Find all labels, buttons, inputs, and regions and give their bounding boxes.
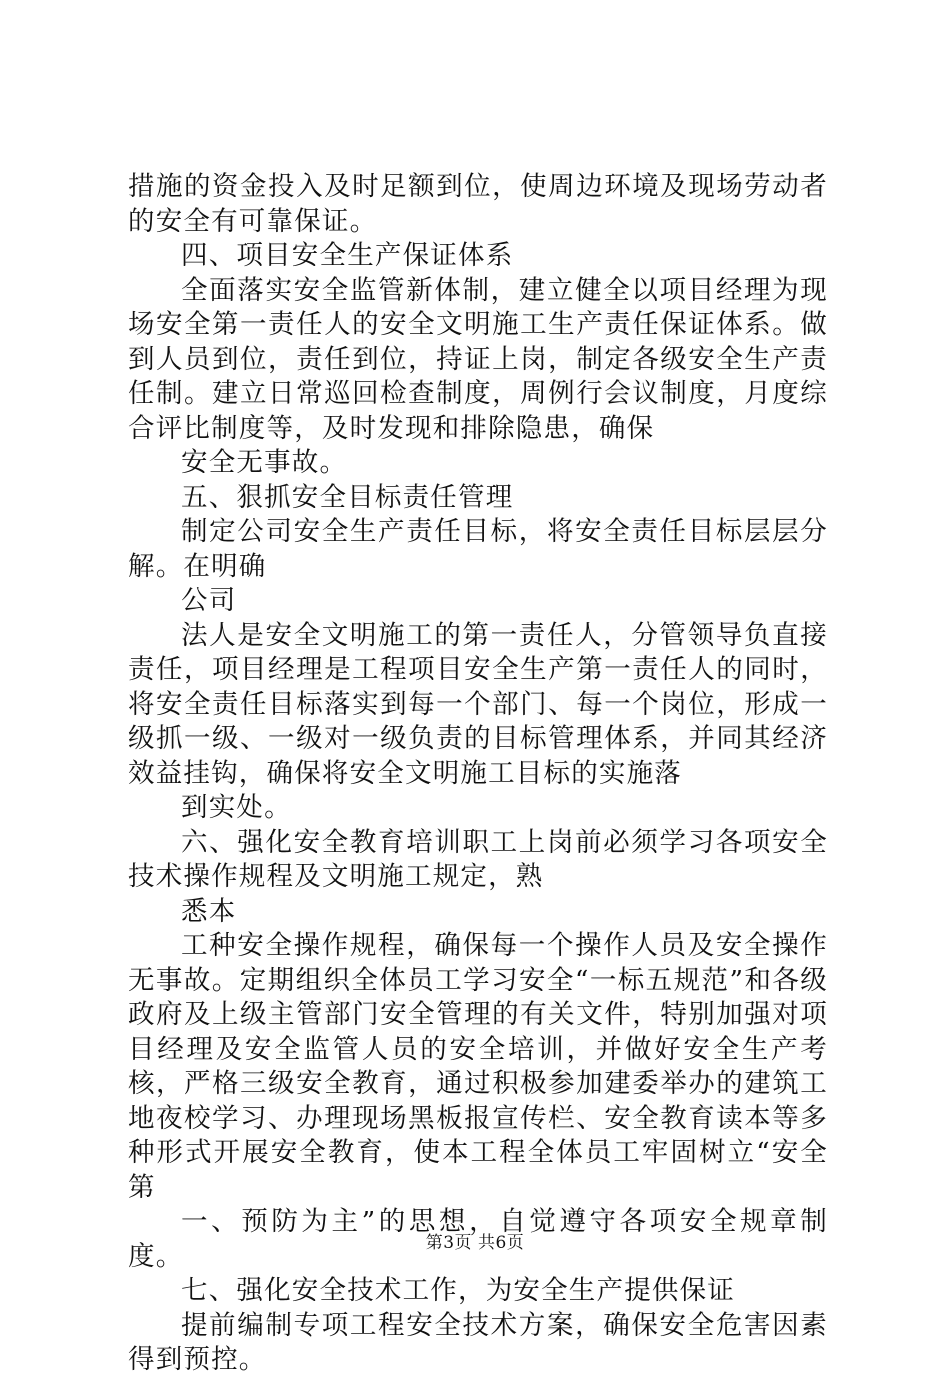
section-heading-6: 六、强化安全教育培训职工上岗前必须学习各项安全技术操作规程及文明施工规定，熟 — [128, 826, 828, 892]
paragraph: 制定公司安全生产责任目标，将安全责任目标层层分解。在明确 — [128, 516, 828, 582]
section-heading-5: 五、狠抓安全目标责任管理 — [181, 481, 514, 513]
paragraph: 全面落实安全监管新体制，建立健全以项目经理为现场安全第一责任人的安全文明施工生产责任保证体系。做到人员到位，责任到位，持证上岗，制定各级安全生产责任制。建立日常巡回检查制度，周例行会议制度，月度综合评比制度等，及时发现和排除隐患，确保 — [128, 274, 828, 444]
paragraph-continuation: 措施的资金投入及时足额到位，使周边环境及现场劳动者的安全有可靠保证。 — [128, 171, 828, 237]
section-heading-7: 七、强化安全技术工作，为安全生产提供保证 — [181, 1275, 735, 1306]
paragraph: 一、预防为主”的思想，自觉遵守各项安全规章制度。 — [128, 1206, 828, 1272]
paragraph: 公司 — [181, 585, 237, 616]
paragraph: 到实处。 — [181, 792, 292, 823]
paragraph: 工种安全操作规程，确保每一个操作人员及安全操作无事故。定期组织全体员工学习安全“一标五规范”和各级政府及上级主管部门安全管理的有关文件，特别加强对项目经理及安全监管人员的安全培训，并做好安全生产考核，严格三级安全教育，通过积极参加建委举办的建筑工地夜校学习、办理现场黑板报宣传栏、安全教育读本等多种形式开展安全教育，使本工程全体员工牢固树立“安全第 — [128, 930, 828, 1203]
paragraph: 提前编制专项工程安全技术方案，确保安全危害因素得到预控。 — [128, 1309, 828, 1375]
page-number-footer: 第3页 共6页 — [425, 1233, 525, 1253]
section-heading-4: 四、项目安全生产保证体系 — [181, 240, 514, 271]
document-body — [128, 170, 828, 1378]
paragraph: 悉本 — [181, 895, 237, 927]
paragraph: 法人是安全文明施工的第一责任人，分管领导负直接责任，项目经理是工程项目安全生产第一责任人的同时，将安全责任目标落实到每一个部门、每一个岗位，形成一级抓一级、一级对一级负责的目标管理体系，并同其经济效益挂钩，确保将安全文明施工目标的实施落 — [128, 619, 828, 789]
paragraph: 安全无事故。 — [181, 447, 348, 478]
